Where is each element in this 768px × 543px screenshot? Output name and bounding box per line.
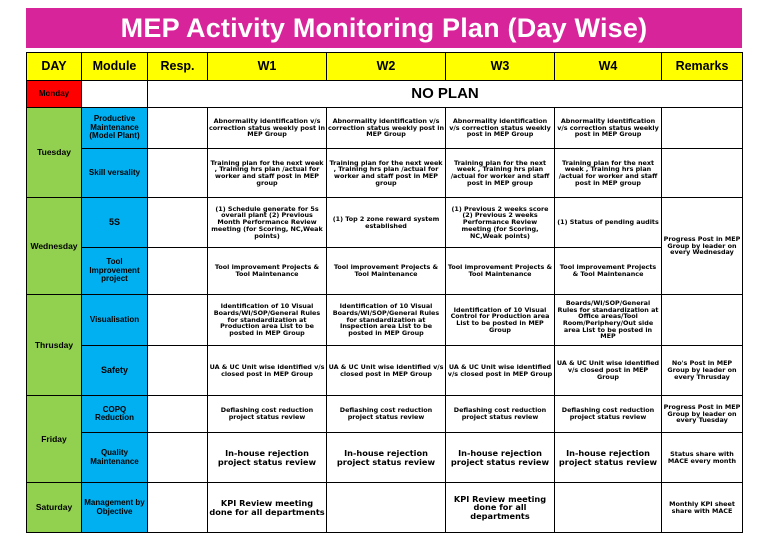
w3-cell: Identification of 10 Visual Control for Production area List to be posted in MEP Group (446, 295, 555, 346)
remarks-cell: Monthly KPI sheet share with MACE (662, 483, 743, 533)
table-row (27, 81, 743, 108)
day-wednesday: Wednesday (27, 198, 82, 295)
table-row (27, 433, 743, 483)
remarks-cell (662, 149, 743, 198)
resp-cell (148, 248, 208, 295)
w1-cell: Tool improvement Projects & Tool Maintenance (208, 248, 327, 295)
w1-cell: Identification of 10 Visual Boards/WI/SOP/General Rules for standardization at Production area List to be posted in MEP Group (208, 295, 327, 346)
resp-cell (148, 483, 208, 533)
module-cell: Tool Improvement project (82, 248, 148, 295)
header-w2: W2 (327, 53, 446, 81)
w2-cell: Deflashing cost reduction project status review (327, 396, 446, 433)
remarks-cell (662, 108, 743, 149)
w4-cell: Boards/WI/SOP/General Rules for standardization at Office areas/Tool Room/Periphery/Out side area List to be posted in MEP (555, 295, 662, 346)
header-module: Module (82, 53, 148, 81)
header-w1: W1 (208, 53, 327, 81)
w4-cell: Abnormality identification v/s correction status weekly post in MEP Group (555, 108, 662, 149)
resp-cell (148, 295, 208, 346)
module-cell: Visualisation (82, 295, 148, 346)
w3-cell: In-house rejection project status review (446, 433, 555, 483)
table-row (27, 483, 743, 533)
page-title: MEP Activity Monitoring Plan (Day Wise) (26, 8, 742, 48)
w3-cell: Deflashing cost reduction project status review (446, 396, 555, 433)
day-monday: Monday (27, 81, 82, 108)
w3-cell: (1) Previous 2 weeks score (2) Previous 2 weeks Performance Review meeting (for Scoring, NC,Weak points) (446, 198, 555, 248)
module-cell: Skill versality (82, 149, 148, 198)
w4-cell: (1) Status of pending audits (555, 198, 662, 248)
w4-cell: Training plan for the next week , Training hrs plan /actual for worker and staff post in MEP group (555, 149, 662, 198)
w1-cell: Deflashing cost reduction project status review (208, 396, 327, 433)
activity-table (26, 52, 743, 533)
w2-cell: (1) Top 2 zone reward system established (327, 198, 446, 248)
module-cell: 5S (82, 198, 148, 248)
remarks-cell: Progress Post in MEP Group by leader on every Tuesday (662, 396, 743, 433)
w2-cell: Identification of 10 Visual Boards/WI/SOP/General Rules for standardization at Inspection area List to be posted in MEP Group (327, 295, 446, 346)
w3-cell: Tool improvement Projects & Tool Maintenance (446, 248, 555, 295)
resp-cell (148, 108, 208, 149)
resp-cell (148, 346, 208, 396)
w4-cell: Deflashing cost reduction project status review (555, 396, 662, 433)
header-resp: Resp. (148, 53, 208, 81)
w3-cell: Training plan for the next week , Training hrs plan /actual for worker and staff post in MEP group (446, 149, 555, 198)
day-friday: Friday (27, 396, 82, 483)
header-w4: W4 (555, 53, 662, 81)
remarks-cell (662, 295, 743, 346)
w4-cell: Tool improvement Projects & Tool Maintenance (555, 248, 662, 295)
resp-cell (148, 396, 208, 433)
table-row (27, 295, 743, 346)
w2-cell (327, 483, 446, 533)
w4-cell: UA & UC Unit wise identified v/s closed post in MEP Group (555, 346, 662, 396)
day-tuesday: Tuesday (27, 108, 82, 198)
header-remarks: Remarks (662, 53, 743, 81)
no-plan-cell: NO PLAN (148, 81, 743, 108)
w3-cell: KPI Review meeting done for all departments (446, 483, 555, 533)
w4-cell (555, 483, 662, 533)
resp-cell (148, 149, 208, 198)
w1-cell: Training plan for the next week , Training hrs plan /actual for worker and staff post in MEP group (208, 149, 327, 198)
w2-cell: Tool improvement Projects & Tool Maintenance (327, 248, 446, 295)
w2-cell: UA & UC Unit wise identified v/s closed post in MEP Group (327, 346, 446, 396)
w2-cell: In-house rejection project status review (327, 433, 446, 483)
w1-cell: In-house rejection project status review (208, 433, 327, 483)
w1-cell: (1) Schedule generate for 5s overall plant (2) Previous Month Performance Review meeting (for Scoring, NC,Weak points) (208, 198, 327, 248)
module-cell: Productive Maintenance (Model Plant) (82, 108, 148, 149)
w2-cell: Training plan for the next week , Training hrs plan /actual for worker and staff post in MEP group (327, 149, 446, 198)
w3-cell: Abnormality identification v/s correction status weekly post in MEP Group (446, 108, 555, 149)
header-row (27, 53, 743, 81)
w2-cell: Abnormality identification v/s correction status weekly post in MEP Group (327, 108, 446, 149)
resp-cell (148, 433, 208, 483)
table-row (27, 346, 743, 396)
day-thursday: Thrusday (27, 295, 82, 396)
module-cell: Quality Maintenance (82, 433, 148, 483)
header-w3: W3 (446, 53, 555, 81)
module-cell: Management by Objective (82, 483, 148, 533)
w1-cell: Abnormality identification v/s correction status weekly post in MEP Group (208, 108, 327, 149)
table-row (27, 396, 743, 433)
w4-cell: In-house rejection project status review (555, 433, 662, 483)
remarks-cell: Progress Post in MEP Group by leader on every Wednesday (662, 198, 743, 295)
resp-cell (148, 198, 208, 248)
table-row (27, 198, 743, 248)
w3-cell: UA & UC Unit wise identified v/s closed post in MEP Group (446, 346, 555, 396)
table-row (27, 149, 743, 198)
w1-cell: UA & UC Unit wise identified v/s closed post in MEP Group (208, 346, 327, 396)
header-day: DAY (27, 53, 82, 81)
remarks-cell: Status share with MACE every month (662, 433, 743, 483)
day-saturday: Saturday (27, 483, 82, 533)
empty-cell (82, 81, 148, 108)
table-row (27, 248, 743, 295)
remarks-cell: No's Post in MEP Group by leader on every Thrusday (662, 346, 743, 396)
table-row (27, 108, 743, 149)
module-cell: Safety (82, 346, 148, 396)
w1-cell: KPI Review meeting done for all departments (208, 483, 327, 533)
module-cell: COPQ Reduction (82, 396, 148, 433)
